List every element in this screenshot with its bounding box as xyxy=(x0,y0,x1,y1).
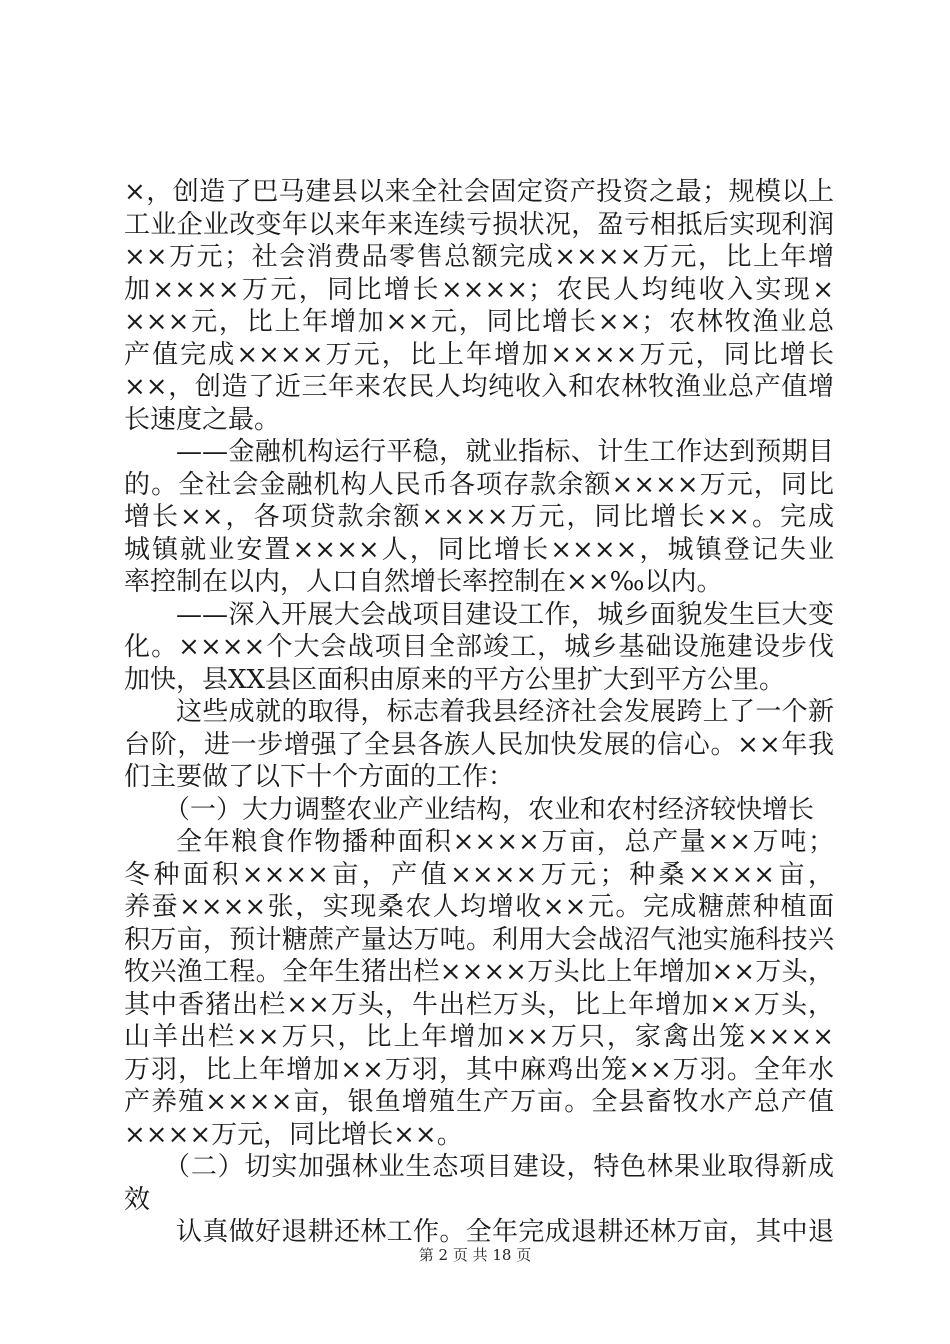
body-text-line: 产值完成××××万元，比上年增加××××万元，同比增长 xyxy=(124,339,834,370)
body-text-line: ××，创造了近三年来农民人均纯收入和农林牧渔业总产值增 xyxy=(124,372,834,402)
body-text-line: ——金融机构运行平稳，就业指标、计生工作达到预期目 xyxy=(176,437,834,467)
body-text-line: 加快，县XX县区面积由原来的平方公里扩大到平方公里。 xyxy=(124,664,786,695)
body-text-line: ×××元，比上年增加××元，同比增长××；农林牧渔业总 xyxy=(124,307,834,337)
body-text-line: 工业企业改变年以来年来连续亏损状况，盈亏相抵后实现利润 xyxy=(124,209,834,240)
body-text-line: 这些成就的取得，标志着我县经济社会发展跨上了一个新 xyxy=(176,697,834,727)
body-text-line: 产养殖××××亩，银鱼增殖生产万亩。全县畜牧水产总产值 xyxy=(124,1087,834,1117)
body-text-line: ×，创造了巴马建县以来全社会固定资产投资之最；规模以上 xyxy=(124,177,834,207)
body-text-line: 认真做好退耕还林工作。全年完成退耕还林万亩，其中退 xyxy=(176,1217,834,1247)
body-text-line: 城镇就业安置××××人，同比增长××××，城镇登记失业 xyxy=(124,534,834,565)
body-text-line: 万羽，比上年增加××万羽，其中麻鸡出笼××万羽。全年水 xyxy=(124,1054,834,1085)
body-text-line: （一）大力调整农业产业结构，农业和农村经济较快增长 xyxy=(164,794,815,825)
body-text-line: 增长××，各项贷款余额××××万元，同比增长××。完成 xyxy=(124,502,834,532)
body-text-line: 山羊出栏××万只，比上年增加××万只，家禽出笼×××× xyxy=(124,1022,834,1052)
body-text-line: 加××××万元，同比增长××××；农民人均纯收入实现× xyxy=(124,274,834,305)
body-text-line: 养蚕××××张，实现桑农人均增收××元。完成糖蔗种植面 xyxy=(124,892,834,922)
body-text-line: 牧兴渔工程。全年生猪出栏××××万头比上年增加××万头， xyxy=(124,957,834,987)
body-text-line: ——深入开展大会战项目建设工作，城乡面貌发生巨大变 xyxy=(176,599,834,630)
body-text-line: ××万元；社会消费品零售总额完成××××万元，比上年增 xyxy=(124,242,834,272)
body-text-line: 们主要做了以下十个方面的工作： xyxy=(124,762,515,792)
body-text-line: （二）切实加强林业生态项目建设，特色林果业取得新成 xyxy=(164,1152,834,1182)
body-text-line: 率控制在以内，人口自然增长率控制在××‰以内。 xyxy=(124,567,723,597)
body-text-line: 台阶，进一步增强了全县各族人民加快发展的信心。××年我 xyxy=(124,729,834,760)
body-text-line: 全年粮食作物播种面积××××万亩，总产量××万吨； xyxy=(176,827,834,857)
body-text-line: 效 xyxy=(124,1184,151,1215)
body-text-line: ××××万元，同比增长××。 xyxy=(124,1119,463,1150)
body-text-line: 的。全社会金融机构人民币各项存款余额××××万元，同比 xyxy=(124,469,834,500)
body-text-line: 其中香猪出栏××万头，牛出栏万头，比上年增加××万头， xyxy=(124,989,834,1020)
body-text-line: 化。××××个大会战项目全部竣工，城乡基础设施建设步伐 xyxy=(124,632,834,662)
body-text-line: 积万亩，预计糖蔗产量达万吨。利用大会战沼气池实施科技兴 xyxy=(124,924,834,955)
body-text-line: 冬种面积××××亩，产值××××万元；种桑××××亩， xyxy=(124,859,834,890)
document-body xyxy=(124,176,834,1249)
page-footer: 第 2 页 共 18 页 xyxy=(418,1246,532,1264)
body-text-line: 长速度之最。 xyxy=(124,404,281,435)
